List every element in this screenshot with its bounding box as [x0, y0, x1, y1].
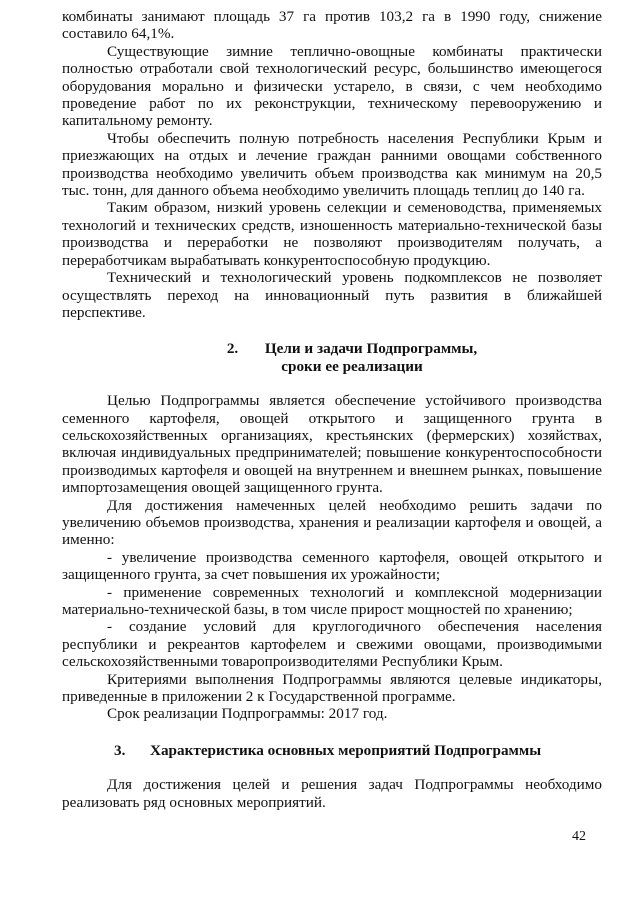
paragraph: Чтобы обеспечить полную потребность населения Республики Крым и приезжающих на отдых и лечение граждан ранними овощами собственного производства необходимо увеличить объем производства как минимум на 20,5 тыс. тонн, для данного объема необходимо увеличить площадь теплиц до 140 га.	[62, 129, 602, 200]
paragraph: Существующие зимние теплично-овощные комбинаты практически полностью отработали свой технологический ресурс, большинство имеющегося оборудования морально и физически устарело, в связи, с чем необходимо проведение работ по их реконструкции, техническому перевооружению и капитальному ремонту.	[62, 42, 602, 130]
section-number: 2.	[226, 340, 239, 358]
document-page	[62, 8, 602, 811]
paragraph: Для достижения целей и решения задач Подпрограммы необходимо реализовать ряд основных мероприятий.	[62, 776, 602, 811]
list-item: - применение современных технологий и комплексной модернизации материально-технической базы, в том числе прирост мощностей по хранению;	[62, 583, 602, 618]
paragraph: Срок реализации Подпрограммы: 2017 год.	[107, 705, 388, 723]
section-2-heading	[62, 340, 602, 375]
section-title: Характеристика основных мероприятий Подпрограммы	[150, 741, 542, 759]
paragraph: Технический и технологический уровень подкомплексов не позволяет осуществлять переход на инновационный путь развития в ближайшей перспективе.	[62, 269, 602, 321]
section-3-heading	[62, 742, 602, 759]
paragraph: Таким образом, низкий уровень селекции и семеноводства, применяемых технологий и технических средств, изношенность материально-технической базы производства и переработки не позволяют производителям получать, а переработчикам вырабатывать конкурентоспособную продукцию.	[62, 199, 602, 269]
paragraph: комбинаты занимают площадь 37 га против 103,2 га в 1990 году, снижение составило 64,1%.	[62, 8, 602, 43]
section-title-line2: сроки ее реализации	[281, 357, 423, 375]
section-number: 3.	[114, 741, 126, 759]
list-item: - создание условий для круглогодичного обеспечения населения республики и рекреантов картофелем и свежими овощами, производимыми сельскохозяйственными товаропроизводителями Республики Крым.	[62, 618, 602, 671]
page-number: 42	[572, 829, 586, 844]
paragraph: Для достижения намеченных целей необходимо решить задачи по увеличению объемов производства, хранения и реализации картофеля и овощей, а именно:	[62, 496, 602, 549]
section-title: Цели и задачи Подпрограммы,	[264, 340, 478, 358]
paragraph: Целью Подпрограммы является обеспечение устойчивого производства семенного картофеля, овощей открытого и защищенного грунта в сельскохозяйственных организациях, крестьянских (фермерских) хозяйствах, включая индивидуальных предпринимателей; повышение конкурентоспособности производимых картофеля и овощей на внутреннем и внешнем рынках, повышение импортозамещения овощей защищенного грунта.	[62, 392, 602, 497]
list-item: - увеличение производства семенного картофеля, овощей открытого и защищенного грунта, за счет повышения их урожайности;	[62, 548, 602, 584]
paragraph: Критериями выполнения Подпрограммы являются целевые индикаторы, приведенные в приложении 2 к Государственной программе.	[62, 670, 602, 706]
